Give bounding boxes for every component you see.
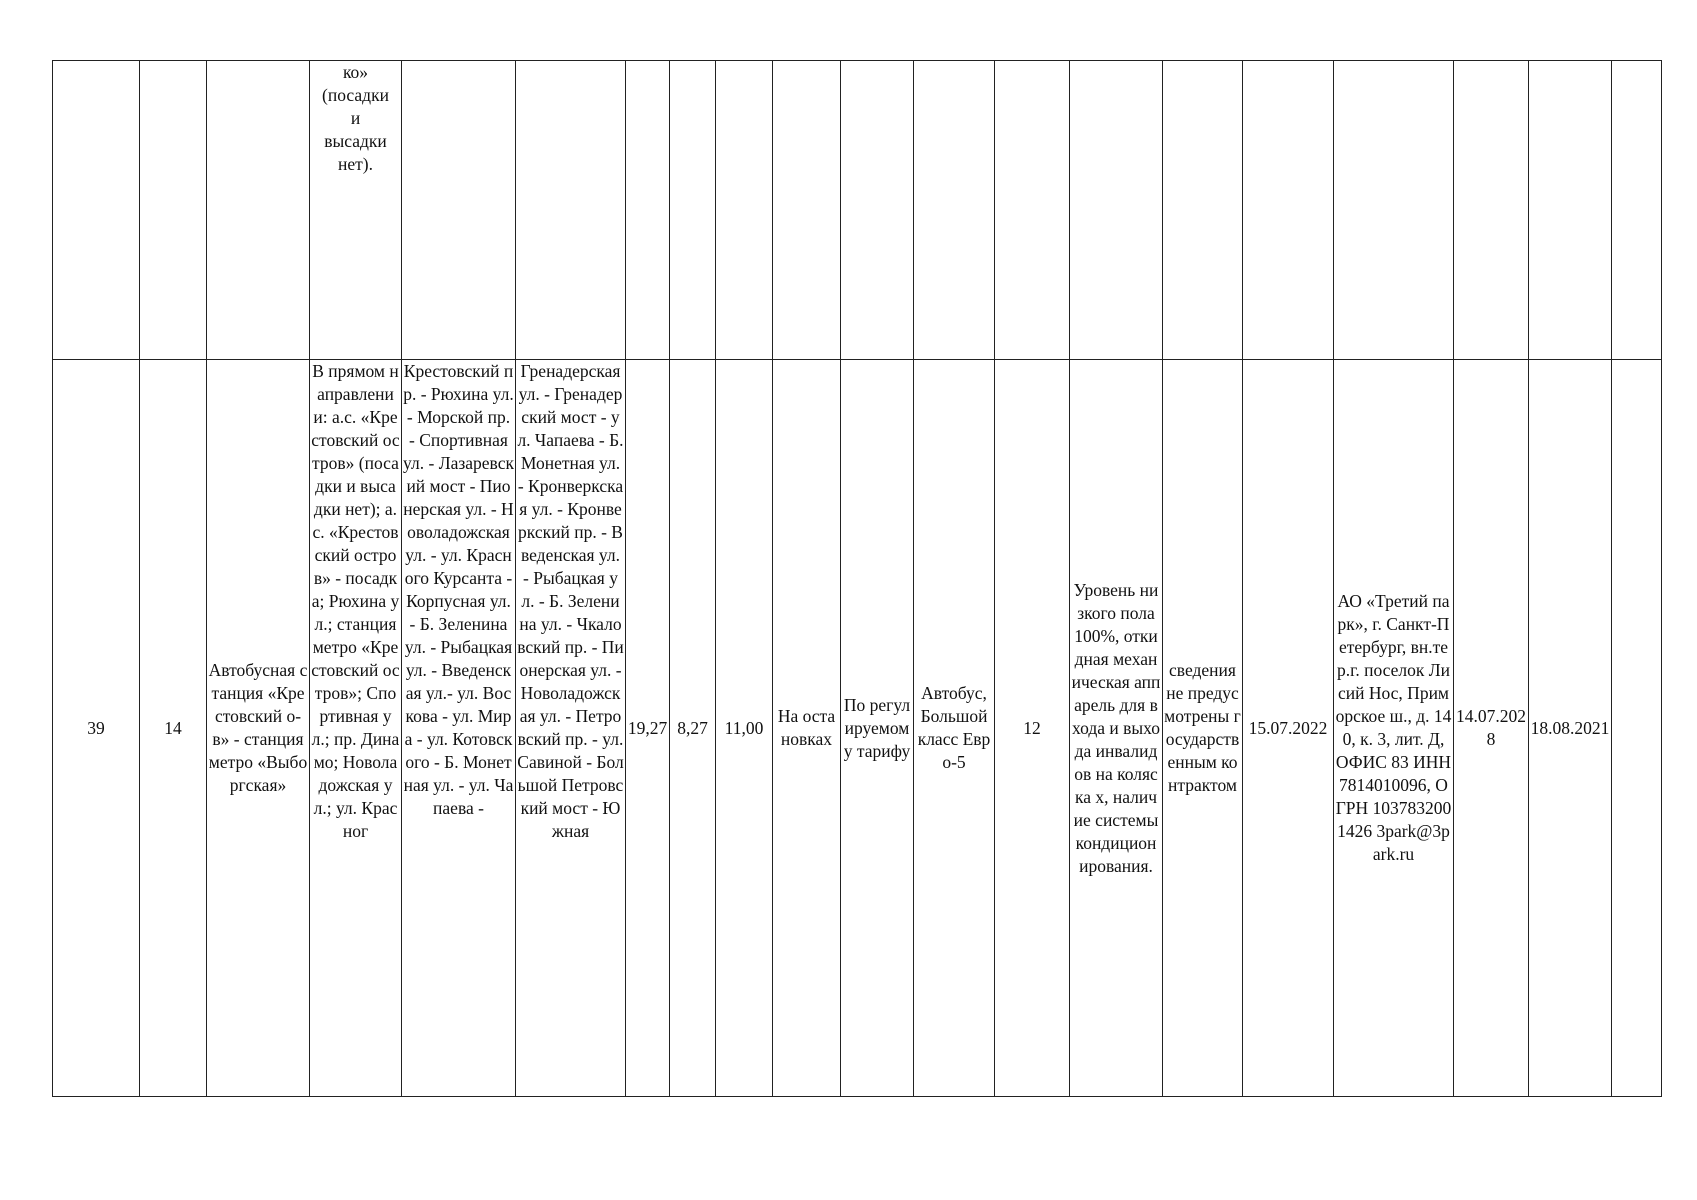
cell-streets-forward: Крестовский пр. - Рюхина ул. - Морской пр. - Спортивная ул. - Лазаревский мост - Пионерская ул. - Новоладожская ул. - ул. Красного Курсанта - Корпусная ул. - Б. Зеленина ул. - Рыбацкая ул. - Введенская ул.- ул. Воскова - ул. Мира - ул. Котовского - Б. Монетная ул. - ул. Чапаева - bbox=[402, 360, 516, 1097]
route-registry-table bbox=[52, 60, 1662, 1097]
cell-vehicle-count: 12 bbox=[995, 360, 1070, 1097]
cell-registry-number bbox=[53, 61, 140, 360]
cell-route-number bbox=[140, 61, 207, 360]
cell-vehicle-count bbox=[995, 61, 1070, 360]
cell-contract-info bbox=[1163, 61, 1243, 360]
cell-streets-reverse: Гренадерская ул. - Гренадерский мост - ул. Чапаева - Б. Монетная ул. - Кронверкская ул. - Кронверкский пр. - Введенская ул. - Рыбацкая ул. - Б. Зеленина ул. - Чкаловский пр. - Пионерская ул. - Новоладожская ул. - Петровский пр. - ул. Савиной - Большой Петровский мост - Южная bbox=[516, 360, 626, 1097]
cell-notes bbox=[1612, 61, 1662, 360]
cell-carrier: АО «Третий парк», г. Санкт-Петербург, вн.тер.г. поселок Лисий Нос, Приморское ш., д. 140, к. 3, лит. Д, ОФИС 83 ИНН 7814010096, ОГРН 1037832001426 3park@3park.ru bbox=[1334, 360, 1454, 1097]
table-row-continuation bbox=[53, 61, 1662, 360]
cell-length-reverse: 8,27 bbox=[670, 360, 716, 1097]
cell-length-forward bbox=[626, 61, 670, 360]
cell-route-name bbox=[207, 61, 310, 360]
cell-carrier bbox=[1334, 61, 1454, 360]
cell-tariff: По регулируемому тарифу bbox=[841, 360, 914, 1097]
cell-vehicle-features: Уровень низкого пола 100%, откидная механическая аппарель для входа и выхода инвалидов на коляска х, наличие системы кондиционирования. bbox=[1070, 360, 1163, 1097]
cell-stops: ко» (посадки и высадки нет). bbox=[310, 61, 402, 360]
cell-length-total: 11,00 bbox=[716, 360, 773, 1097]
cell-register-date bbox=[1529, 61, 1612, 360]
cell-route-number: 14 bbox=[140, 360, 207, 1097]
cell-registry-number: 39 bbox=[53, 360, 140, 1097]
cell-boarding-order bbox=[773, 61, 841, 360]
cell-tariff bbox=[841, 61, 914, 360]
cell-vehicle-class: Автобус, Большой класс Евро-5 bbox=[914, 360, 995, 1097]
cell-boarding-order: На остановках bbox=[773, 360, 841, 1097]
cell-notes bbox=[1612, 360, 1662, 1097]
cell-start-date: 15.07.2022 bbox=[1243, 360, 1334, 1097]
cell-streets-forward bbox=[402, 61, 516, 360]
cell-register-date: 18.08.2021 bbox=[1529, 360, 1612, 1097]
cell-vehicle-class bbox=[914, 61, 995, 360]
cell-end-date: 14.07.2028 bbox=[1454, 360, 1529, 1097]
cell-length-forward: 19,27 bbox=[626, 360, 670, 1097]
cell-route-name: Автобусная станция «Крестовский о-в» - станция метро «Выборгская» bbox=[207, 360, 310, 1097]
cell-end-date bbox=[1454, 61, 1529, 360]
cell-start-date bbox=[1243, 61, 1334, 360]
cell-streets-reverse bbox=[516, 61, 626, 360]
cell-length-total bbox=[716, 61, 773, 360]
cell-vehicle-features bbox=[1070, 61, 1163, 360]
cell-contract-info: сведения не предусмотрены государственным контрактом bbox=[1163, 360, 1243, 1097]
table-row-route-39 bbox=[53, 360, 1662, 1097]
cell-length-reverse bbox=[670, 61, 716, 360]
cell-stops: В прямом направлении: а.с. «Крестовский остров» (посадки и высадки нет); а.с. «Крестовский остров» - посадка; Рюхина ул.; станция метро «Крестовский остров»; Спортивная ул.; пр. Динамо; Новоладожская ул.; ул. Красног bbox=[310, 360, 402, 1097]
